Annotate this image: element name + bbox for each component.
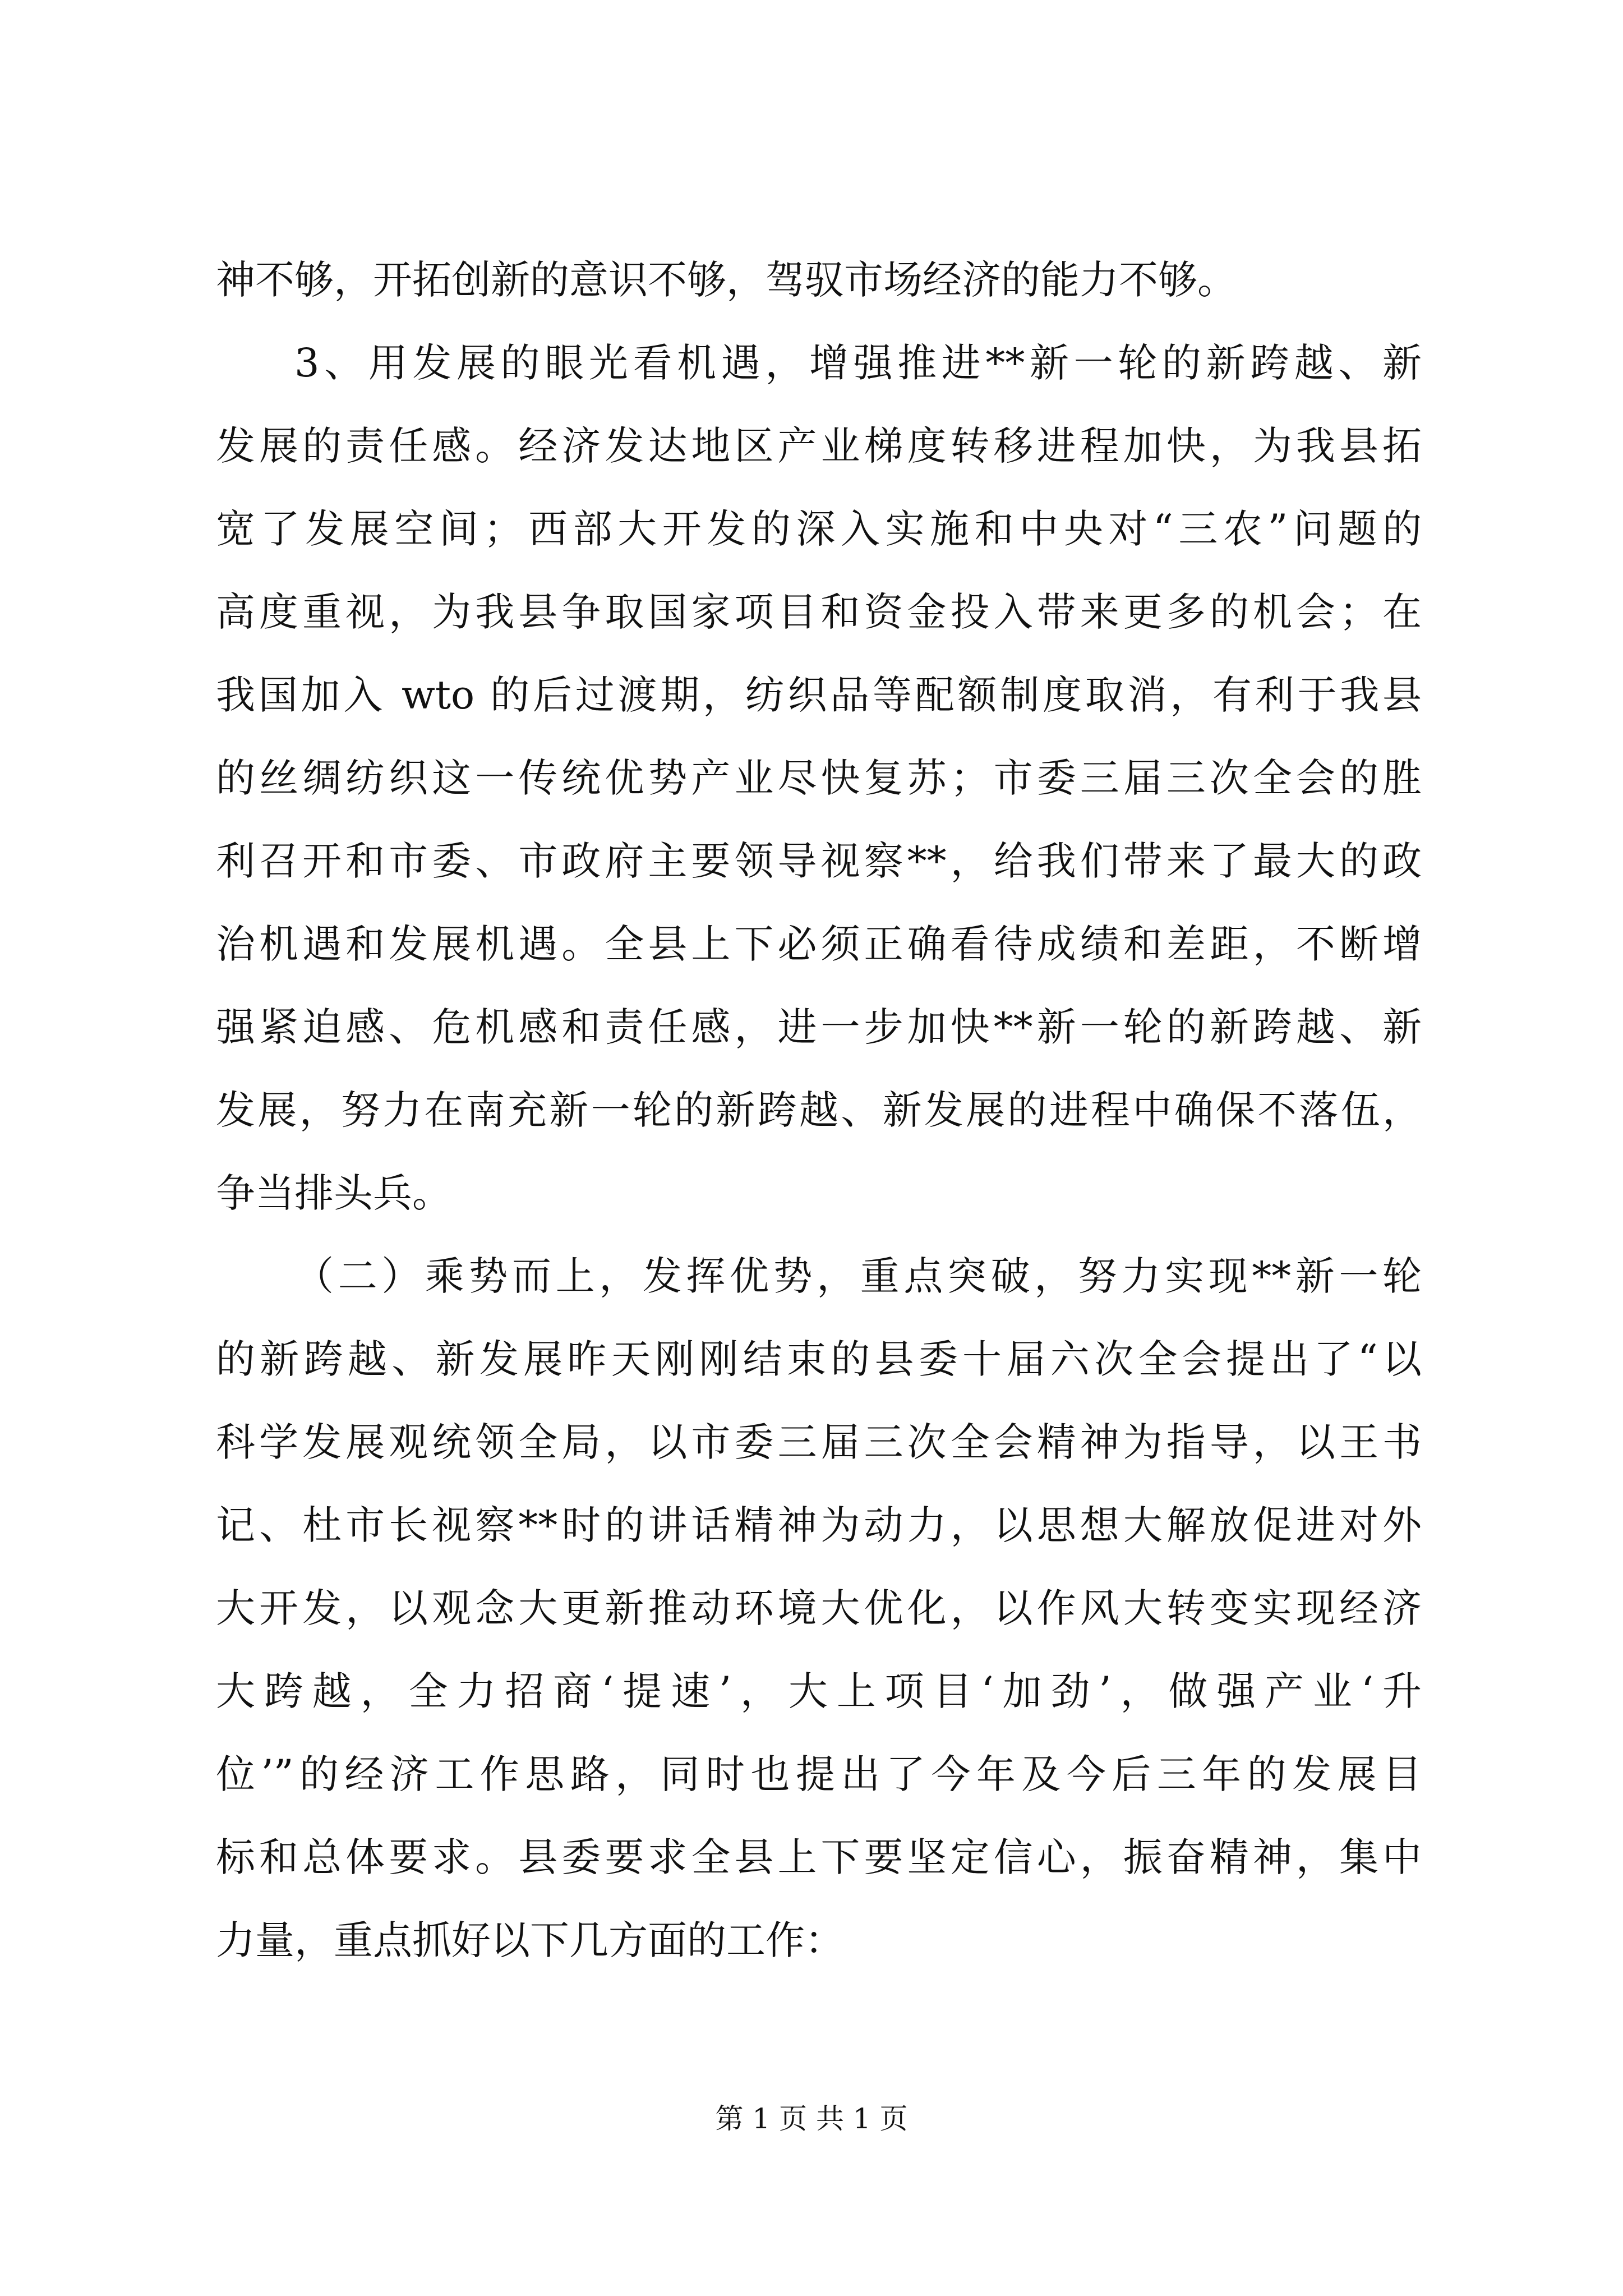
text-line: 强紧迫感、危机感和责任感，进一步加快**新一轮的新跨越、新 xyxy=(216,1004,1422,1050)
text-line: 利召开和市委、市政府主要领导视察**，给我们带来了最大的政 xyxy=(216,838,1422,884)
text-line: 我国加入 wto 的后过渡期，纺织品等配额制度取消，有利于我县 xyxy=(216,672,1422,718)
page-footer: 第 1 页 共 1 页 xyxy=(715,2102,908,2135)
text-line: 高度重视，为我县争取国家项目和资金投入带来更多的机会；在 xyxy=(216,589,1422,635)
text-line: 发展，努力在南充新一轮的新跨越、新发展的进程中确保不落伍， xyxy=(216,1087,1422,1133)
text-line: 神不够，开拓创新的意识不够，驾驭市场经济的能力不够。 xyxy=(216,257,1237,303)
text-line: 发展的责任感。经济发达地区产业梯度转移进程加快，为我县拓 xyxy=(216,423,1422,469)
text-line: 3、用发展的眼光看机遇，增强推进**新一轮的新跨越、新 xyxy=(294,340,1422,386)
body-text xyxy=(216,238,1422,1982)
text-line: 位’”的经济工作思路，同时也提出了今年及今后三年的发展目 xyxy=(216,1751,1422,1797)
text-line: 的丝绸纺织这一传统优势产业尽快复苏；市委三届三次全会的胜 xyxy=(216,755,1422,801)
text-line: 治机遇和发展机遇。全县上下必须正确看待成绩和差距，不断增 xyxy=(216,921,1422,967)
text-line: 宽了发展空间；西部大开发的深入实施和中央对“三农”问题的 xyxy=(216,506,1422,552)
text-line: 标和总体要求。县委要求全县上下要坚定信心，振奋精神，集中 xyxy=(216,1834,1422,1880)
text-line: 大开发，以观念大更新推动环境大优化，以作风大转变实现经济 xyxy=(216,1585,1422,1631)
text-line: 科学发展观统领全局，以市委三届三次全会精神为指导，以王书 xyxy=(216,1419,1422,1465)
text-line: 的新跨越、新发展昨天刚刚结束的县委十届六次全会提出了“以 xyxy=(216,1336,1422,1382)
text-line: 力量，重点抓好以下几方面的工作： xyxy=(216,1917,844,1963)
text-line: 争当排头兵。 xyxy=(216,1170,451,1216)
text-line: 大跨越，全力招商‘提速’，大上项目‘加劲’，做强产业‘升 xyxy=(216,1668,1422,1714)
text-line: （二）乘势而上，发挥优势，重点突破，努力实现**新一轮 xyxy=(294,1253,1422,1299)
text-line: 记、杜市长视察**时的讲话精神为动力，以思想大解放促进对外 xyxy=(216,1502,1422,1548)
